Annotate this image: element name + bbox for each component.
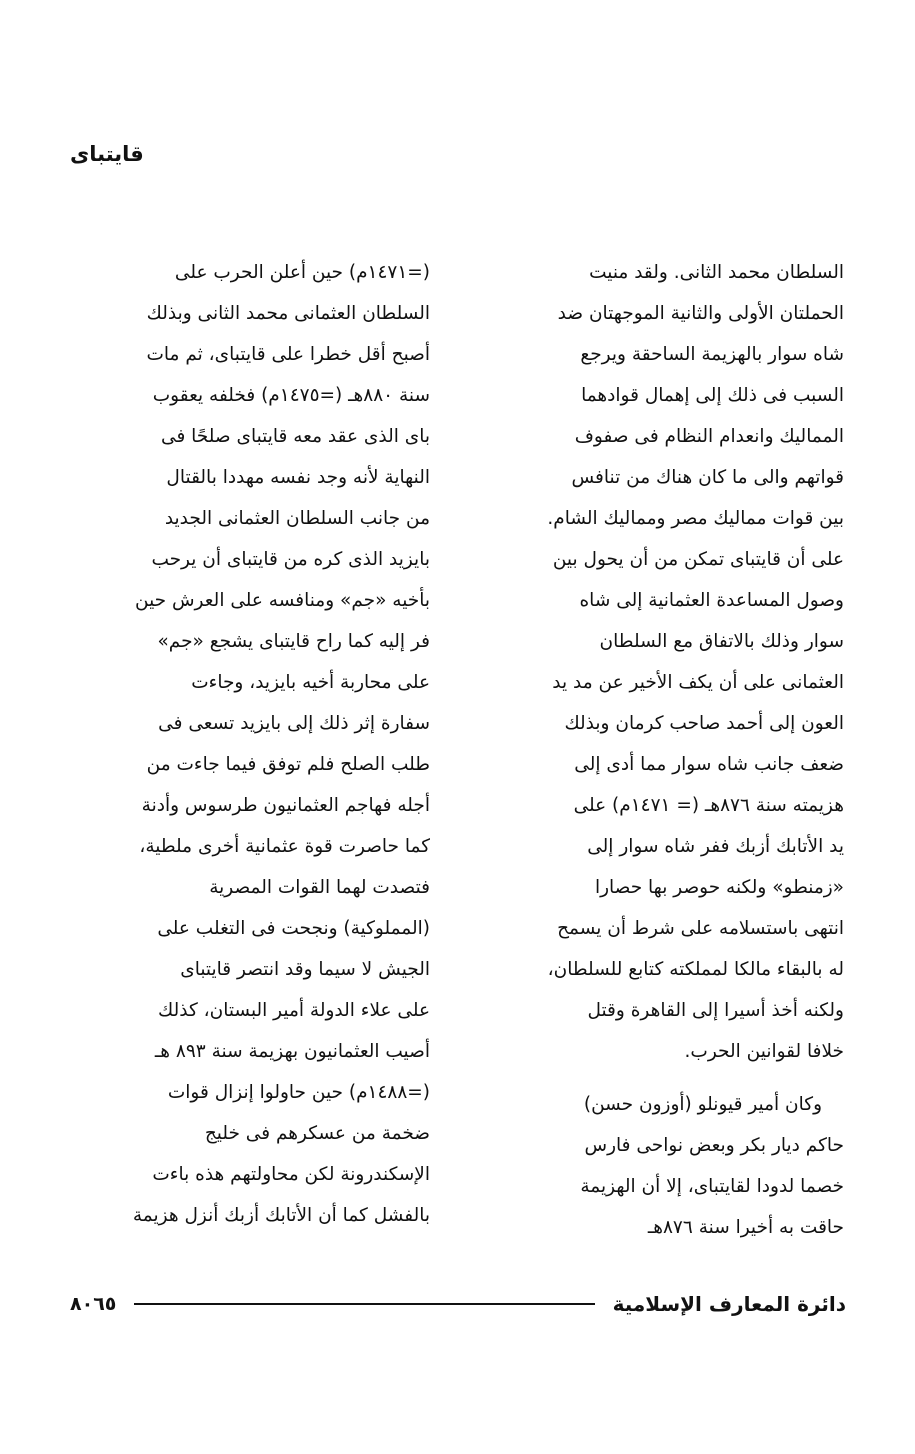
text-line: باى الذى عقد معه قايتباى صلحًا فى bbox=[161, 426, 430, 447]
text-line: العون إلى أحمد صاحب كرمان وبذلك bbox=[564, 713, 844, 734]
text-line: فتصدت لهما القوات المصرية bbox=[209, 877, 430, 898]
text-line: ولكنه أخذ أسيرا إلى القاهرة وقتل bbox=[587, 1000, 844, 1021]
text-line: له بالبقاء مالكا لمملكته كتابع للسلطان، bbox=[547, 959, 844, 980]
text-line: ضعف جانب شاه سوار مما أدى إلى bbox=[574, 754, 844, 775]
running-header-title: قايتباى bbox=[70, 142, 144, 166]
text-line: وكان أمير قيونلو (أوزون حسن) bbox=[583, 1094, 822, 1115]
right-column bbox=[484, 252, 844, 1248]
text-line: السبب فى ذلك إلى إهمال قوادهما bbox=[581, 385, 844, 406]
text-line: كما حاصرت قوة عثمانية أخرى ملطية، bbox=[139, 836, 430, 857]
text-line: بالفشل كما أن الأتابك أزبك أنزل هزيمة bbox=[132, 1205, 430, 1226]
text-line: فر إليه كما راح قايتباى يشجع «جم» bbox=[157, 631, 430, 652]
text-line: السلطان محمد الثانى. ولقد منيت bbox=[589, 262, 844, 283]
text-line: أجله فهاجم العثمانيون طرسوس وأدنة bbox=[141, 795, 430, 816]
text-line: من جانب السلطان العثمانى الجديد bbox=[164, 508, 430, 529]
text-line: بايزيد الذى كره من قايتباى أن يرحب bbox=[151, 549, 430, 570]
page-footer bbox=[70, 1286, 846, 1322]
text-line: سنة ٨٨٠هـ (=١٤٧٥م) فخلفه يعقوب bbox=[152, 385, 430, 406]
left-column bbox=[70, 252, 430, 1236]
text-line: السلطان العثمانى محمد الثانى وبذلك bbox=[146, 303, 430, 324]
text-line: المماليك وانعدام النظام فى صفوف bbox=[574, 426, 844, 447]
text-line: بين قوات مماليك مصر ومماليك الشام. bbox=[547, 508, 844, 529]
text-line: «زمنطو» ولكنه حوصر بها حصارا bbox=[594, 877, 844, 898]
text-line: (=١٤٧١م) حين أعلن الحرب على bbox=[174, 262, 430, 283]
text-line: حاقت به أخيرا سنة ٨٧٦هـ bbox=[647, 1217, 844, 1238]
text-line: قواتهم والى ما كان هناك من تنافس bbox=[571, 467, 844, 488]
text-line: هزيمته سنة ٨٧٦هـ (= ١٤٧١م) على bbox=[573, 795, 844, 816]
text-line: الحملتان الأولى والثانية الموجهتان ضد bbox=[557, 303, 844, 324]
encyclopedia-name: دائرة المعارف الإسلامية bbox=[612, 1292, 846, 1316]
page-number: ٨٠٦٥ bbox=[70, 1293, 117, 1315]
text-line: الجيش لا سيما وقد انتصر قايتباى bbox=[180, 959, 430, 980]
text-line: على محاربة أخيه بايزيد، وجاءت bbox=[191, 672, 430, 693]
text-line: خلافا لقوانين الحرب. bbox=[684, 1041, 844, 1062]
text-line: ضخمة من عسكرهم فى خليج bbox=[204, 1123, 430, 1144]
text-line: بأخيه «جم» ومنافسه على العرش حين bbox=[134, 590, 430, 611]
text-line: يد الأتابك أزبك ففر شاه سوار إلى bbox=[587, 836, 844, 857]
text-line: على أن قايتباى تمكن من أن يحول بين bbox=[552, 549, 844, 570]
text-line: (المملوكية) ونجحت فى التغلب على bbox=[157, 918, 430, 939]
text-line: (=١٤٨٨م) حين حاولوا إنزال قوات bbox=[167, 1082, 430, 1103]
text-line: أصبح أقل خطرا على قايتباى، ثم مات bbox=[146, 344, 430, 365]
paragraph-gap bbox=[484, 1072, 844, 1084]
text-line: سوار وذلك بالاتفاق مع السلطان bbox=[599, 631, 844, 652]
text-line: أصيب العثمانيون بهزيمة سنة ٨٩٣ هـ bbox=[154, 1041, 430, 1062]
text-line: طلب الصلح فلم توفق فيما جاءت من bbox=[146, 754, 430, 775]
text-line: وصول المساعدة العثمانية إلى شاه bbox=[579, 590, 844, 611]
right-paragraph-1 bbox=[484, 252, 844, 1072]
footer-rule bbox=[134, 1303, 594, 1305]
text-line: العثمانى على أن يكف الأخير عن مد يد bbox=[552, 672, 844, 693]
text-line: الإسكندرونة لكن محاولتهم هذه باءت bbox=[152, 1164, 430, 1185]
text-line: على علاء الدولة أمير البستان، كذلك bbox=[158, 1000, 430, 1021]
right-paragraph-2 bbox=[484, 1084, 844, 1248]
text-line: انتهى باستسلامه على شرط أن يسمح bbox=[557, 918, 844, 939]
text-line: النهاية لأنه وجد نفسه مهددا بالقتال bbox=[166, 467, 430, 488]
text-line: سفارة إثر ذلك إلى بايزيد تسعى فى bbox=[158, 713, 430, 734]
text-line: خصما لدودا لقايتباى، إلا أن الهزيمة bbox=[580, 1176, 844, 1197]
text-line: شاه سوار بالهزيمة الساحقة ويرجع bbox=[580, 344, 844, 365]
text-line: حاكم ديار بكر وبعض نواحى فارس bbox=[584, 1135, 844, 1156]
